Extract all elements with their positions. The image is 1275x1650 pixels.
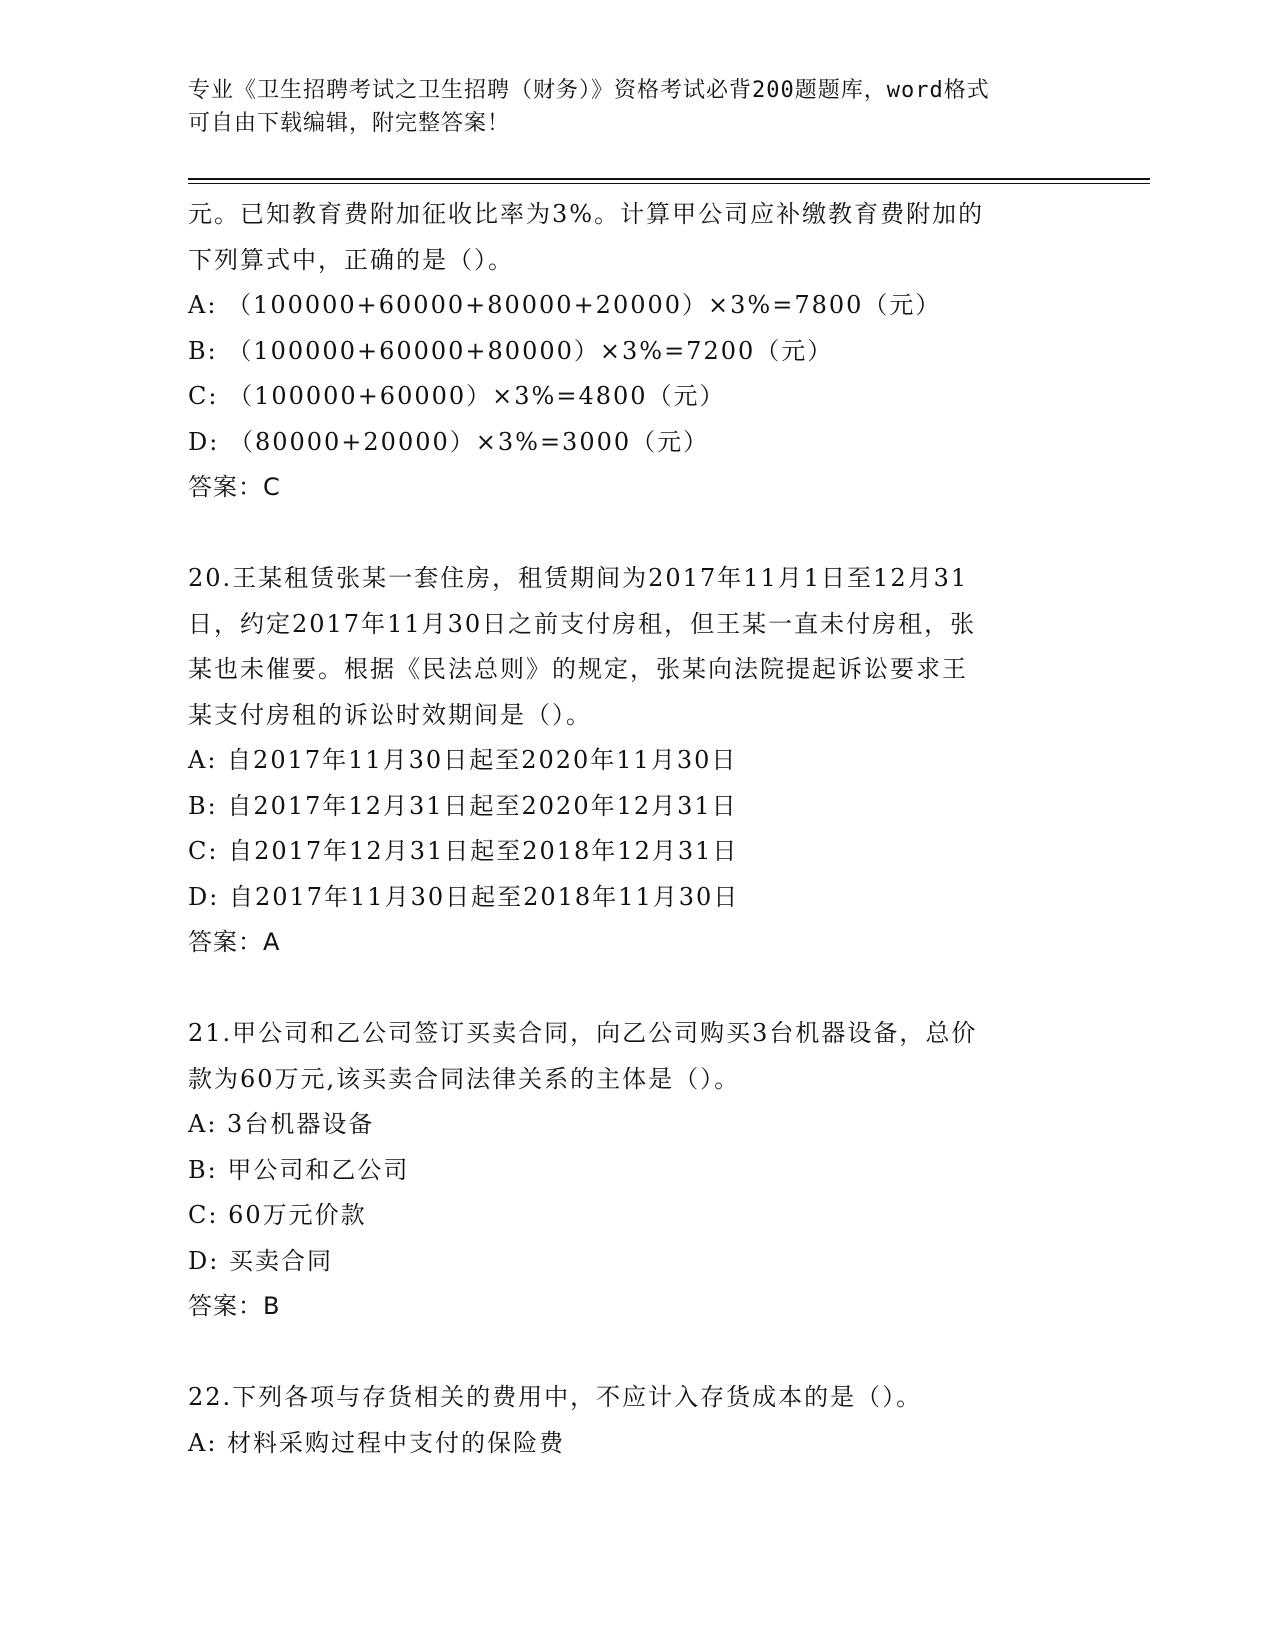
option-c: C: 自2017年12月31日起至2018年12月31日 (188, 837, 739, 865)
question-22 (188, 1375, 1088, 1466)
option-b: B: 甲公司和乙公司 (188, 1155, 410, 1184)
question-20 (188, 556, 1088, 966)
option-d: D: 买卖合同 (188, 1246, 333, 1275)
option-c: C: （100000+60000）×3%=4800（元） (188, 382, 726, 410)
header-line-2: 可自由下载编辑，附完整答案！ (188, 111, 511, 136)
question-stem-line: 22.下列各项与存货相关的费用中，不应计入存货成本的是（）。 (188, 1383, 923, 1411)
option-a: A: 3台机器设备 (188, 1110, 375, 1138)
option-c: C: 60万元价款 (188, 1201, 367, 1229)
option-d: D: 自2017年11月30日起至2018年11月30日 (188, 882, 740, 911)
spacer (188, 966, 1088, 1012)
question-stem-line: 日，约定2017年11月30日之前支付房租，但王某一直未付房租，张 (188, 609, 977, 638)
option-b: B: （100000+60000+80000）×3%=7200（元） (188, 336, 834, 365)
question-stem-line: 20.王某租赁张某一套住房，租赁期间为2017年11月1日至12月31 (188, 564, 969, 592)
spacer (188, 1330, 1088, 1376)
question-stem-line: 某也未催要。根据《民法总则》的规定，张某向法院提起诉讼要求王 (188, 655, 968, 683)
answer: 答案：B (188, 1292, 281, 1320)
option-a: A: 材料采购过程中支付的保险费 (188, 1428, 566, 1457)
header-line-1: 专业《卫生招聘考试之卫生招聘（财务）》资格考试必背200题题库，word格式 (188, 78, 990, 103)
question-list (188, 192, 1088, 1466)
option-b: B: 自2017年12月31日起至2020年12月31日 (188, 791, 738, 820)
question-stem-line: 某支付房租的诉讼时效期间是（）。 (188, 700, 592, 729)
answer: 答案：C (188, 473, 281, 501)
option-a: A: 自2017年11月30日起至2020年11月30日 (188, 746, 738, 774)
document-header (188, 74, 1068, 140)
question-stem-line: 下列算式中，正确的是（）。 (188, 245, 514, 274)
question-21 (188, 1011, 1088, 1330)
question-stem-line: 21.甲公司和乙公司签订买卖合同，向乙公司购买3台机器设备，总价 (188, 1019, 978, 1047)
spacer (188, 511, 1088, 557)
question-19 (188, 192, 1088, 511)
question-stem-line: 元。已知教育费附加征收比率为3%。计算甲公司应补缴教育费附加的 (188, 200, 985, 228)
answer: 答案：A (188, 928, 281, 956)
header-divider (188, 178, 1150, 184)
question-stem-line: 款为60万元,该买卖合同法律关系的主体是（）。 (188, 1064, 741, 1093)
option-a: A: （100000+60000+80000+20000）×3%=7800（元） (188, 291, 942, 319)
option-d: D: （80000+20000）×3%=3000（元） (188, 427, 710, 456)
